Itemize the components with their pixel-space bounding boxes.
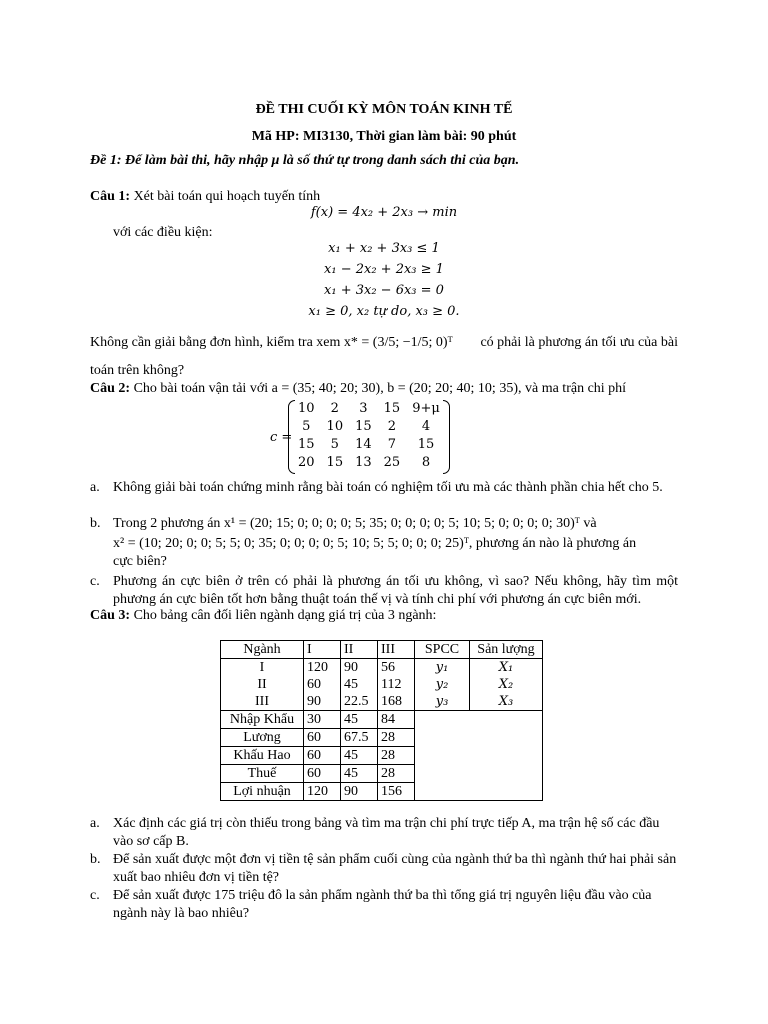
- q1-label: Câu 1:: [90, 189, 131, 204]
- matrix-cell: 5: [302, 419, 311, 434]
- q2-item-a: [90, 479, 678, 515]
- matrix-row: [292, 400, 446, 418]
- value: y₃: [435, 694, 449, 709]
- value: 67.5: [341, 729, 378, 747]
- row-name: Khấu Hao: [221, 747, 304, 765]
- q3-item-c: [90, 887, 678, 923]
- value: 120: [304, 783, 341, 801]
- value: 45: [341, 711, 378, 729]
- q1-constraints-intro: với các điều kiện:: [113, 225, 213, 240]
- matrix-cell: 2: [387, 419, 397, 434]
- matrix-cell: 7: [387, 437, 397, 452]
- matrix-cell: 3: [359, 401, 368, 416]
- q1-question-post: có phải là phương án tối ưu của bài: [480, 335, 678, 350]
- item-label: c.: [90, 888, 100, 903]
- value: 90: [341, 783, 378, 801]
- value: 60: [304, 747, 341, 765]
- q1-question-pre: Không cần giải bằng đơn hình, kiểm tra xem x* = (3/5; −1/5; 0)ᵀ: [90, 335, 453, 350]
- matrix-cell: 4: [421, 419, 431, 434]
- item-text: Phương án cực biên ở trên có phải là phương án tối ưu không, vì sao? Nếu không, hãy tìm một phương án cực biên tốt hơn bằng thuật toán thế vị và tính chi phí với phương án cực biên mới.: [113, 574, 678, 607]
- empty-region: [415, 711, 543, 801]
- value: 156: [378, 783, 415, 801]
- q2-text: Cho bài toán vận tải với a = (35; 40; 20; 30), b = (20; 20; 40; 10; 35), và ma trận chi phí: [133, 381, 627, 396]
- item-label: c.: [90, 574, 100, 589]
- value: 90: [307, 694, 321, 709]
- matrix-right-bracket: [443, 400, 450, 474]
- value: 168: [381, 694, 402, 709]
- sector-name: II: [257, 677, 267, 692]
- matrix-cell: 14: [355, 437, 372, 452]
- header-cell: SPCC: [415, 641, 470, 659]
- value: 60: [304, 765, 341, 783]
- q2-label: Câu 2:: [90, 381, 131, 396]
- value: X₁: [498, 660, 514, 675]
- value: 90: [344, 660, 358, 675]
- q2-item-b: [90, 515, 678, 569]
- matrix-cell: 15: [383, 401, 401, 416]
- value: 56: [381, 660, 395, 675]
- inter-col: [304, 659, 341, 711]
- matrix-cell: 5: [330, 437, 339, 452]
- header-cell: Sản lượng: [470, 641, 543, 659]
- sector-name: III: [255, 694, 269, 709]
- sector-cell: [221, 659, 304, 711]
- value: 28: [378, 729, 415, 747]
- q1-text: Xét bài toán qui hoạch tuyến tính: [133, 189, 321, 204]
- header-cell: II: [341, 641, 378, 659]
- value: X₂: [498, 677, 514, 692]
- row-name: Lợi nhuận: [221, 783, 304, 801]
- header-cell: Ngành: [221, 641, 304, 659]
- q3-item-b: [90, 851, 678, 887]
- matrix-cell: 15: [417, 437, 435, 452]
- header-cell: I: [304, 641, 341, 659]
- value: 22.5: [344, 694, 369, 709]
- table-row: [221, 659, 543, 711]
- matrix-cell: 20: [298, 455, 315, 470]
- row-name: Thuế: [221, 765, 304, 783]
- q2-item-c: [90, 573, 678, 609]
- matrix-cell: 10: [326, 419, 344, 434]
- table-header-row: [221, 641, 543, 659]
- q1-question: [90, 334, 678, 352]
- item-text: x² = (10; 20; 0; 0; 5; 5; 0; 35; 0; 0; 0; 0; 5; 10; 5; 5; 0; 0; 0; 25)ᵀ, phương án nào là phương án: [113, 536, 637, 551]
- value: 45: [344, 677, 358, 692]
- table-row: [221, 711, 543, 729]
- q3-intro: [90, 607, 436, 625]
- matrix-cell: 25: [383, 455, 401, 470]
- value: 30: [304, 711, 341, 729]
- row-name: Nhập Khẩu: [221, 711, 304, 729]
- item-text: Để sản xuất được 175 triệu đô la sản phẩm ngành thứ ba thì tổng giá trị nguyên liệu đầu vào của ngành này là bao nhiêu?: [113, 888, 652, 921]
- matrix-row: [292, 454, 446, 472]
- value: 60: [307, 677, 321, 692]
- value: 60: [304, 729, 341, 747]
- matrix-cell: 9+μ: [412, 401, 440, 416]
- item-text: cực biên?: [113, 554, 167, 569]
- matrix-cell: 10: [298, 401, 315, 416]
- item-text: Để sản xuất được một đơn vị tiền tệ sản phẩm cuối cùng của ngành thứ ba thì ngành thứ hai phải sản xuất bao nhiêu đơn vị tiền tệ?: [113, 852, 677, 885]
- q1-constraint: x₁ + 3x₂ − 6x₃ = 0: [324, 283, 444, 298]
- q3-label: Câu 3:: [90, 608, 131, 623]
- matrix-row: [292, 436, 446, 454]
- matrix-left-bracket: [288, 400, 295, 474]
- item-text: Trong 2 phương án x¹ = (20; 15; 0; 0; 0; 0; 5; 35; 0; 0; 0; 0; 5; 10; 5; 0; 0; 0; 0; 30)ᵀ và: [113, 516, 597, 531]
- output-col: [470, 659, 543, 711]
- exam-title: ĐỀ THI CUỐI KỲ MÔN TOÁN KINH TẾ: [255, 102, 513, 117]
- q2-cost-matrix: [292, 400, 446, 472]
- io-table: [220, 640, 543, 801]
- exam-instruction: Đề 1: Để làm bài thi, hãy nhập μ là số thứ tự trong danh sách thi của bạn.: [90, 153, 520, 168]
- matrix-cell: 8: [421, 455, 431, 470]
- q3-item-a: [90, 815, 678, 851]
- value: 84: [378, 711, 415, 729]
- q1-constraint: x₁ ≥ 0, x₂ tự do, x₃ ≥ 0.: [308, 304, 460, 319]
- q2-intro: [90, 380, 678, 398]
- value: y₁: [435, 660, 449, 675]
- header-cell: III: [378, 641, 415, 659]
- item-label: a.: [90, 480, 100, 495]
- item-label: b.: [90, 516, 101, 531]
- sector-name: I: [259, 660, 265, 675]
- q1-constraint: x₁ + x₂ + 3x₃ ≤ 1: [328, 241, 440, 256]
- matrix-table: [292, 400, 446, 472]
- q1-question-end: toán trên không?: [90, 363, 185, 378]
- item-text: Xác định các giá trị còn thiếu trong bảng và tìm ma trận chi phí trực tiếp A, ma trận hệ số các đầu vào sơ cấp B.: [113, 816, 660, 849]
- q1-constraint: x₁ − 2x₂ + 2x₃ ≥ 1: [324, 262, 444, 277]
- matrix-cell: 15: [298, 437, 315, 452]
- value: 28: [378, 765, 415, 783]
- value: 45: [341, 765, 378, 783]
- spcc-col: [415, 659, 470, 711]
- matrix-row: [292, 418, 446, 436]
- value: 120: [307, 660, 328, 675]
- matrix-cell: 13: [355, 455, 372, 470]
- q2-matrix-label: c =: [270, 430, 293, 445]
- inter-col: [378, 659, 415, 711]
- value: X₃: [498, 694, 514, 709]
- value: 112: [381, 677, 402, 692]
- value: 28: [378, 747, 415, 765]
- exam-subtitle: Mã HP: MI3130, Thời gian làm bài: 90 phút: [251, 129, 517, 144]
- q3-text: Cho bảng cân đối liên ngành dạng giá trị của 3 ngành:: [133, 608, 437, 623]
- item-label: a.: [90, 816, 100, 831]
- value: y₂: [435, 677, 449, 692]
- item-label: b.: [90, 852, 101, 867]
- value: 45: [341, 747, 378, 765]
- q1-objective: f(x) = 4x₂ + 2x₃ → min: [310, 205, 458, 220]
- matrix-cell: 15: [355, 419, 372, 434]
- row-name: Lương: [221, 729, 304, 747]
- matrix-cell: 15: [326, 455, 344, 470]
- inter-col: [341, 659, 378, 711]
- item-text: Không giải bài toán chứng minh rằng bài toán có nghiệm tối ưu mà các thành phần chia hết cho 5.: [113, 480, 663, 495]
- matrix-cell: 2: [330, 401, 339, 416]
